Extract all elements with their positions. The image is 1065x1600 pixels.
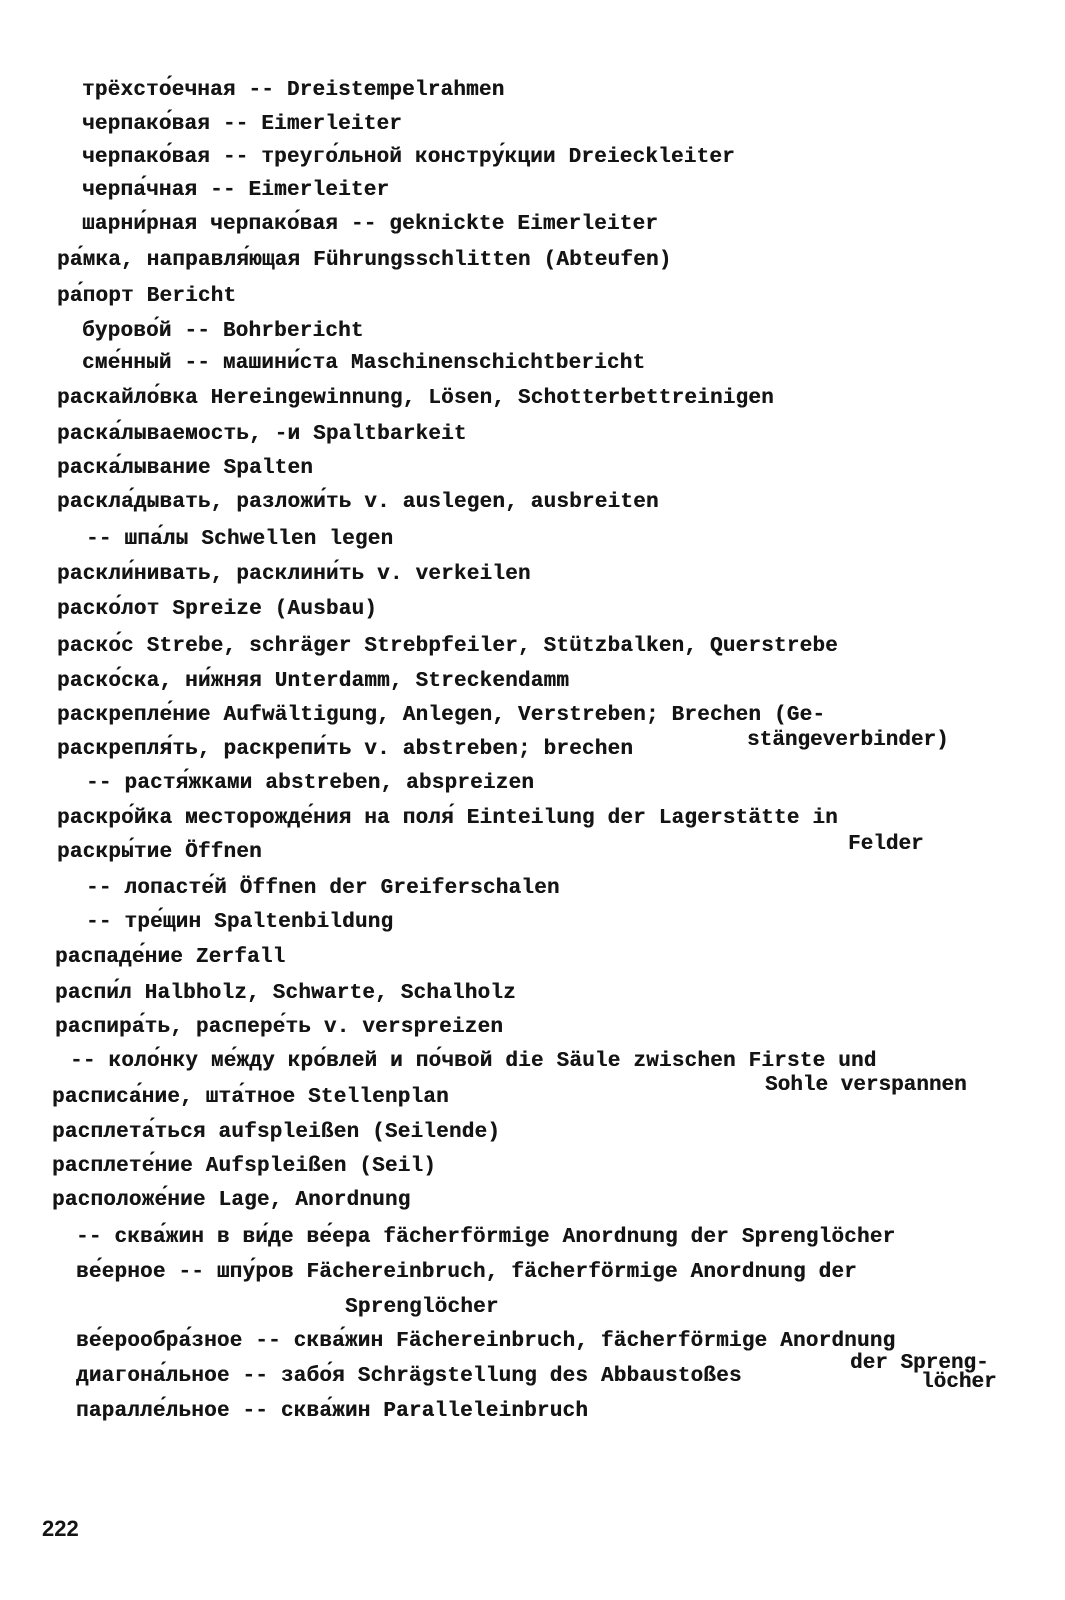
entry-line: расплете́ние Aufspleißen (Seil) <box>52 1155 437 1178</box>
entry-line: паралле́льное -- сква́жин Paralleleinbruch <box>76 1400 589 1423</box>
entry-line: черпа́чная -- Eimerleiter <box>82 179 390 202</box>
entry-line: Sprenglöcher <box>345 1296 499 1319</box>
entry-line: раскро́йка месторожде́ния на поля́ Einteilung der Lagerstätte in <box>57 807 838 830</box>
entry-line: распира́ть, распере́ть v. verspreizen <box>55 1016 504 1039</box>
entry-line: черпако́вая -- Eimerleiter <box>82 113 403 136</box>
entry-line: -- коло́нку ме́жду кро́влей и по́чвой die Säule zwischen Firste und <box>70 1050 877 1073</box>
entry-line: шарни́рная черпако́вая -- geknickte Eimerleiter <box>82 213 659 236</box>
entry-line: сме́нный -- машини́ста Maschinenschichtbericht <box>82 352 646 375</box>
continuation-text: Sohle verspannen <box>765 1074 967 1097</box>
entry-line: раскла́дывать, разложи́ть v. auslegen, ausbreiten <box>57 491 659 514</box>
continuation-text: stängeverbinder) <box>747 729 949 752</box>
entry-line: раска́лывание Spalten <box>57 457 314 480</box>
entry-line: раска́лываемость, -и Spaltbarkeit <box>57 423 467 446</box>
continuation-text: Felder <box>848 833 924 856</box>
entry-line: -- тре́щин Spaltenbildung <box>86 911 394 934</box>
entry-line: раско́ска, ни́жняя Unterdamm, Streckendamm <box>57 670 570 693</box>
entry-line: -- растя́жками abstreben, abspreizen <box>86 772 535 795</box>
continuation-text: der Spreng- <box>850 1352 989 1375</box>
entry-line: ра́порт Bericht <box>57 285 237 308</box>
entry-line: ве́ерообра́зное -- сква́жин Fächereinbruch, fächerförmige Anordnung <box>76 1330 896 1353</box>
entry-line: трёхсто́ечная -- Dreistempelrahmen <box>82 79 505 102</box>
entry-line: расплета́ться aufspleißen (Seilende) <box>52 1121 501 1144</box>
entry-line: расписа́ние, шта́тное Stellenplan <box>52 1086 449 1109</box>
entry-line: расположе́ние Lage, Anordnung <box>52 1189 411 1212</box>
entry-line: раскайло́вка Hereingewinnung, Lösen, Schotterbettreinigen <box>57 387 774 410</box>
entry-line: ве́ерное -- шпу́ров Fächereinbruch, fächerförmige Anordnung der <box>76 1261 857 1284</box>
entry-line: -- сква́жин в ви́де ве́ера fächerförmige Anordnung der Sprenglöcher <box>76 1226 896 1249</box>
page-number: 222 <box>42 1516 79 1541</box>
entry-line: диагона́льное -- забо́я Schrägstellung des Abbaustoßes <box>76 1365 742 1388</box>
entry-line: раскры́тие Öffnen <box>57 841 262 864</box>
entry-line: раскли́нивать, расклини́ть v. verkeilen <box>57 563 531 586</box>
continuation-text: löcher <box>921 1371 997 1394</box>
entry-line: распи́л Halbholz, Schwarte, Schalholz <box>55 982 516 1005</box>
entry-line: черпако́вая -- треуго́льной констру́кции Dreieckleiter <box>82 146 735 169</box>
entry-line: распаде́ние Zerfall <box>55 946 286 969</box>
entry-line: ра́мка, направля́ющая Führungsschlitten (Abteufen) <box>57 249 672 272</box>
entry-line: -- шпа́лы Schwellen legen <box>86 528 394 551</box>
entry-line: раско́с Strebe, schräger Strebpfeiler, Stützbalken, Querstrebe <box>57 635 838 658</box>
entry-line: раскрепле́ние Aufwältigung, Anlegen, Verstreben; Brechen (Ge- <box>57 704 826 727</box>
entry-line: раско́лот Spreize (Ausbau) <box>57 598 378 621</box>
entry-line: раскрепля́ть, раскрепи́ть v. abstreben; brechen <box>57 738 634 761</box>
entry-line: бурово́й -- Bohrbericht <box>82 320 364 343</box>
entry-line: -- лопасте́й Öffnen der Greiferschalen <box>86 877 560 900</box>
